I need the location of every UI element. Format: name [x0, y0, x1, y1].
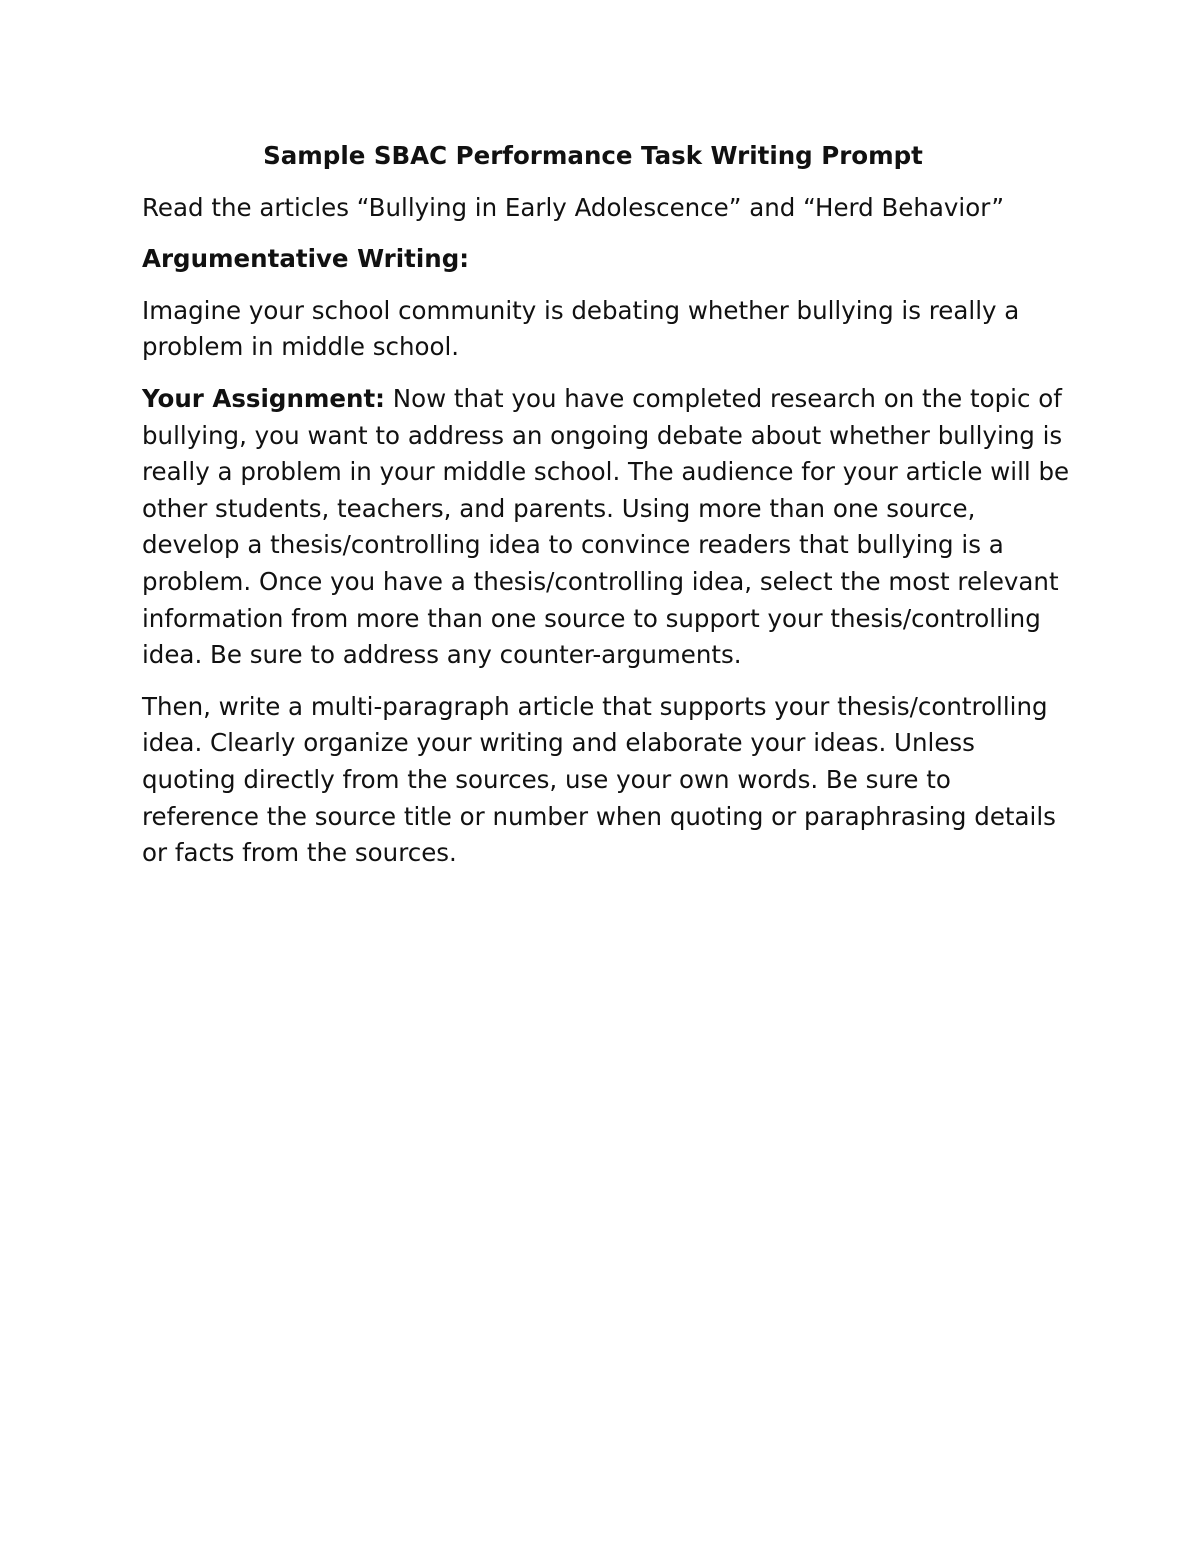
document-body — [142, 138, 1072, 887]
assignment-label: Your Assignment: — [142, 383, 385, 413]
assignment-paragraph — [142, 381, 1072, 674]
document-title: Sample SBAC Performance Task Writing Prompt — [263, 141, 923, 170]
assignment-text: Now that you have completed research on the topic of bullying, you want to address an ongoing debate about whether bullying is really a problem in your middle school. The audience for your article will be other students, teachers, and parents. Using more than one source, develop a thesis/controlling idea to convince readers that bullying is a problem. Once you have a thesis/controlling idea, select the most relevant information from more than one source to support your thesis/controlling idea. Be sure to address any counter-arguments. — [142, 383, 1070, 670]
section-heading: Argumentative Writing: — [142, 244, 470, 274]
closing-paragraph: Then, write a multi-paragraph article that supports your thesis/controlling idea. Clearly organize your writing and elaborate your ideas. Unless quoting directly from the sources, use your own words. Be sure to reference the source title or number when quoting or paraphrasing details or facts from the sources. — [142, 691, 1056, 868]
scenario-paragraph: Imagine your school community is debating whether bullying is really a problem in middle school. — [142, 295, 1020, 362]
intro-paragraph: Read the articles “Bullying in Early Adolescence” and “Herd Behavior” — [142, 192, 1005, 222]
